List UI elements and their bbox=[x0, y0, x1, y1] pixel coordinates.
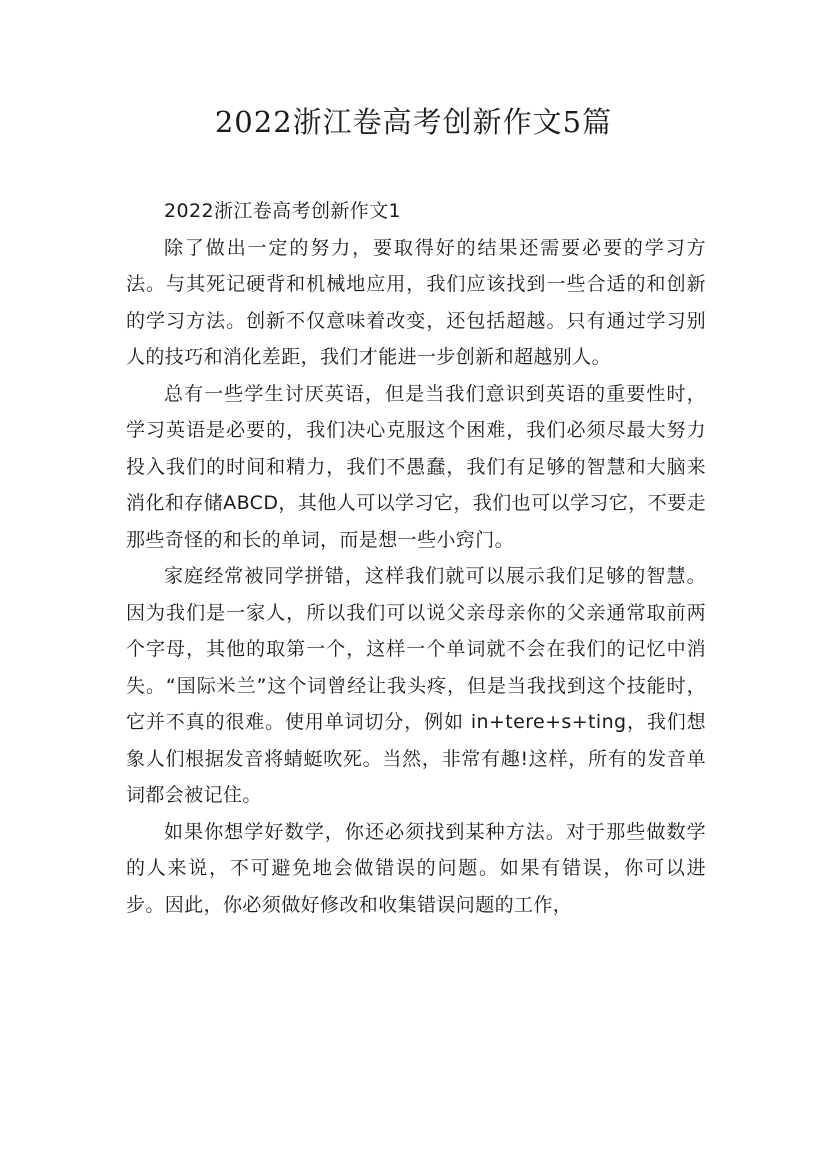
document-body bbox=[126, 193, 706, 923]
document-title: 2022浙江卷高考创新作文5篇 bbox=[214, 105, 613, 139]
section-title: 2022浙江卷高考创新作文1 bbox=[164, 200, 402, 222]
paragraph: 总有一些学生讨厌英语，但是当我们意识到英语的重要性时，学习英语是必要的，我们决心克服这个困难，我们必须尽最大努力投入我们的时间和精力，我们不愚蠢，我们有足够的智慧和大脑来消化和存储ABCD，其他人可以学习它，我们也可以学习它，不要走那些奇怪的和长的单词，而是想一些小窍门。 bbox=[126, 382, 706, 551]
paragraph: 如果你想学好数学，你还必须找到某种方法。对于那些做数学的人来说，不可避免地会做错误的问题。如果有错误，你可以进步。因此，你必须做好修改和收集错误问题的工作， bbox=[126, 820, 706, 916]
paragraph: 家庭经常被同学拼错，这样我们就可以展示我们足够的智慧。因为我们是一家人，所以我们可以说父亲母亲你的父亲通常取前两个字母，其他的取第一个，这样一个单词就不会在我们的记忆中消失。“国际米兰”这个词曾经让我头疼，但是当我找到这个技能时，它并不真的很难。使用单词切分，例如 in+tere+s+ting，我们想象人们根据发音将蜻蜓吹死。当然，非常有趣!这样，所有的发音单词都会被记住。 bbox=[126, 565, 706, 806]
paragraph: 除了做出一定的努力，要取得好的结果还需要必要的学习方法。与其死记硬背和机械地应用，我们应该找到一些合适的和创新的学习方法。创新不仅意味着改变，还包括超越。只有通过学习别人的技巧和消化差距，我们才能进一步创新和超越别人。 bbox=[126, 236, 706, 368]
